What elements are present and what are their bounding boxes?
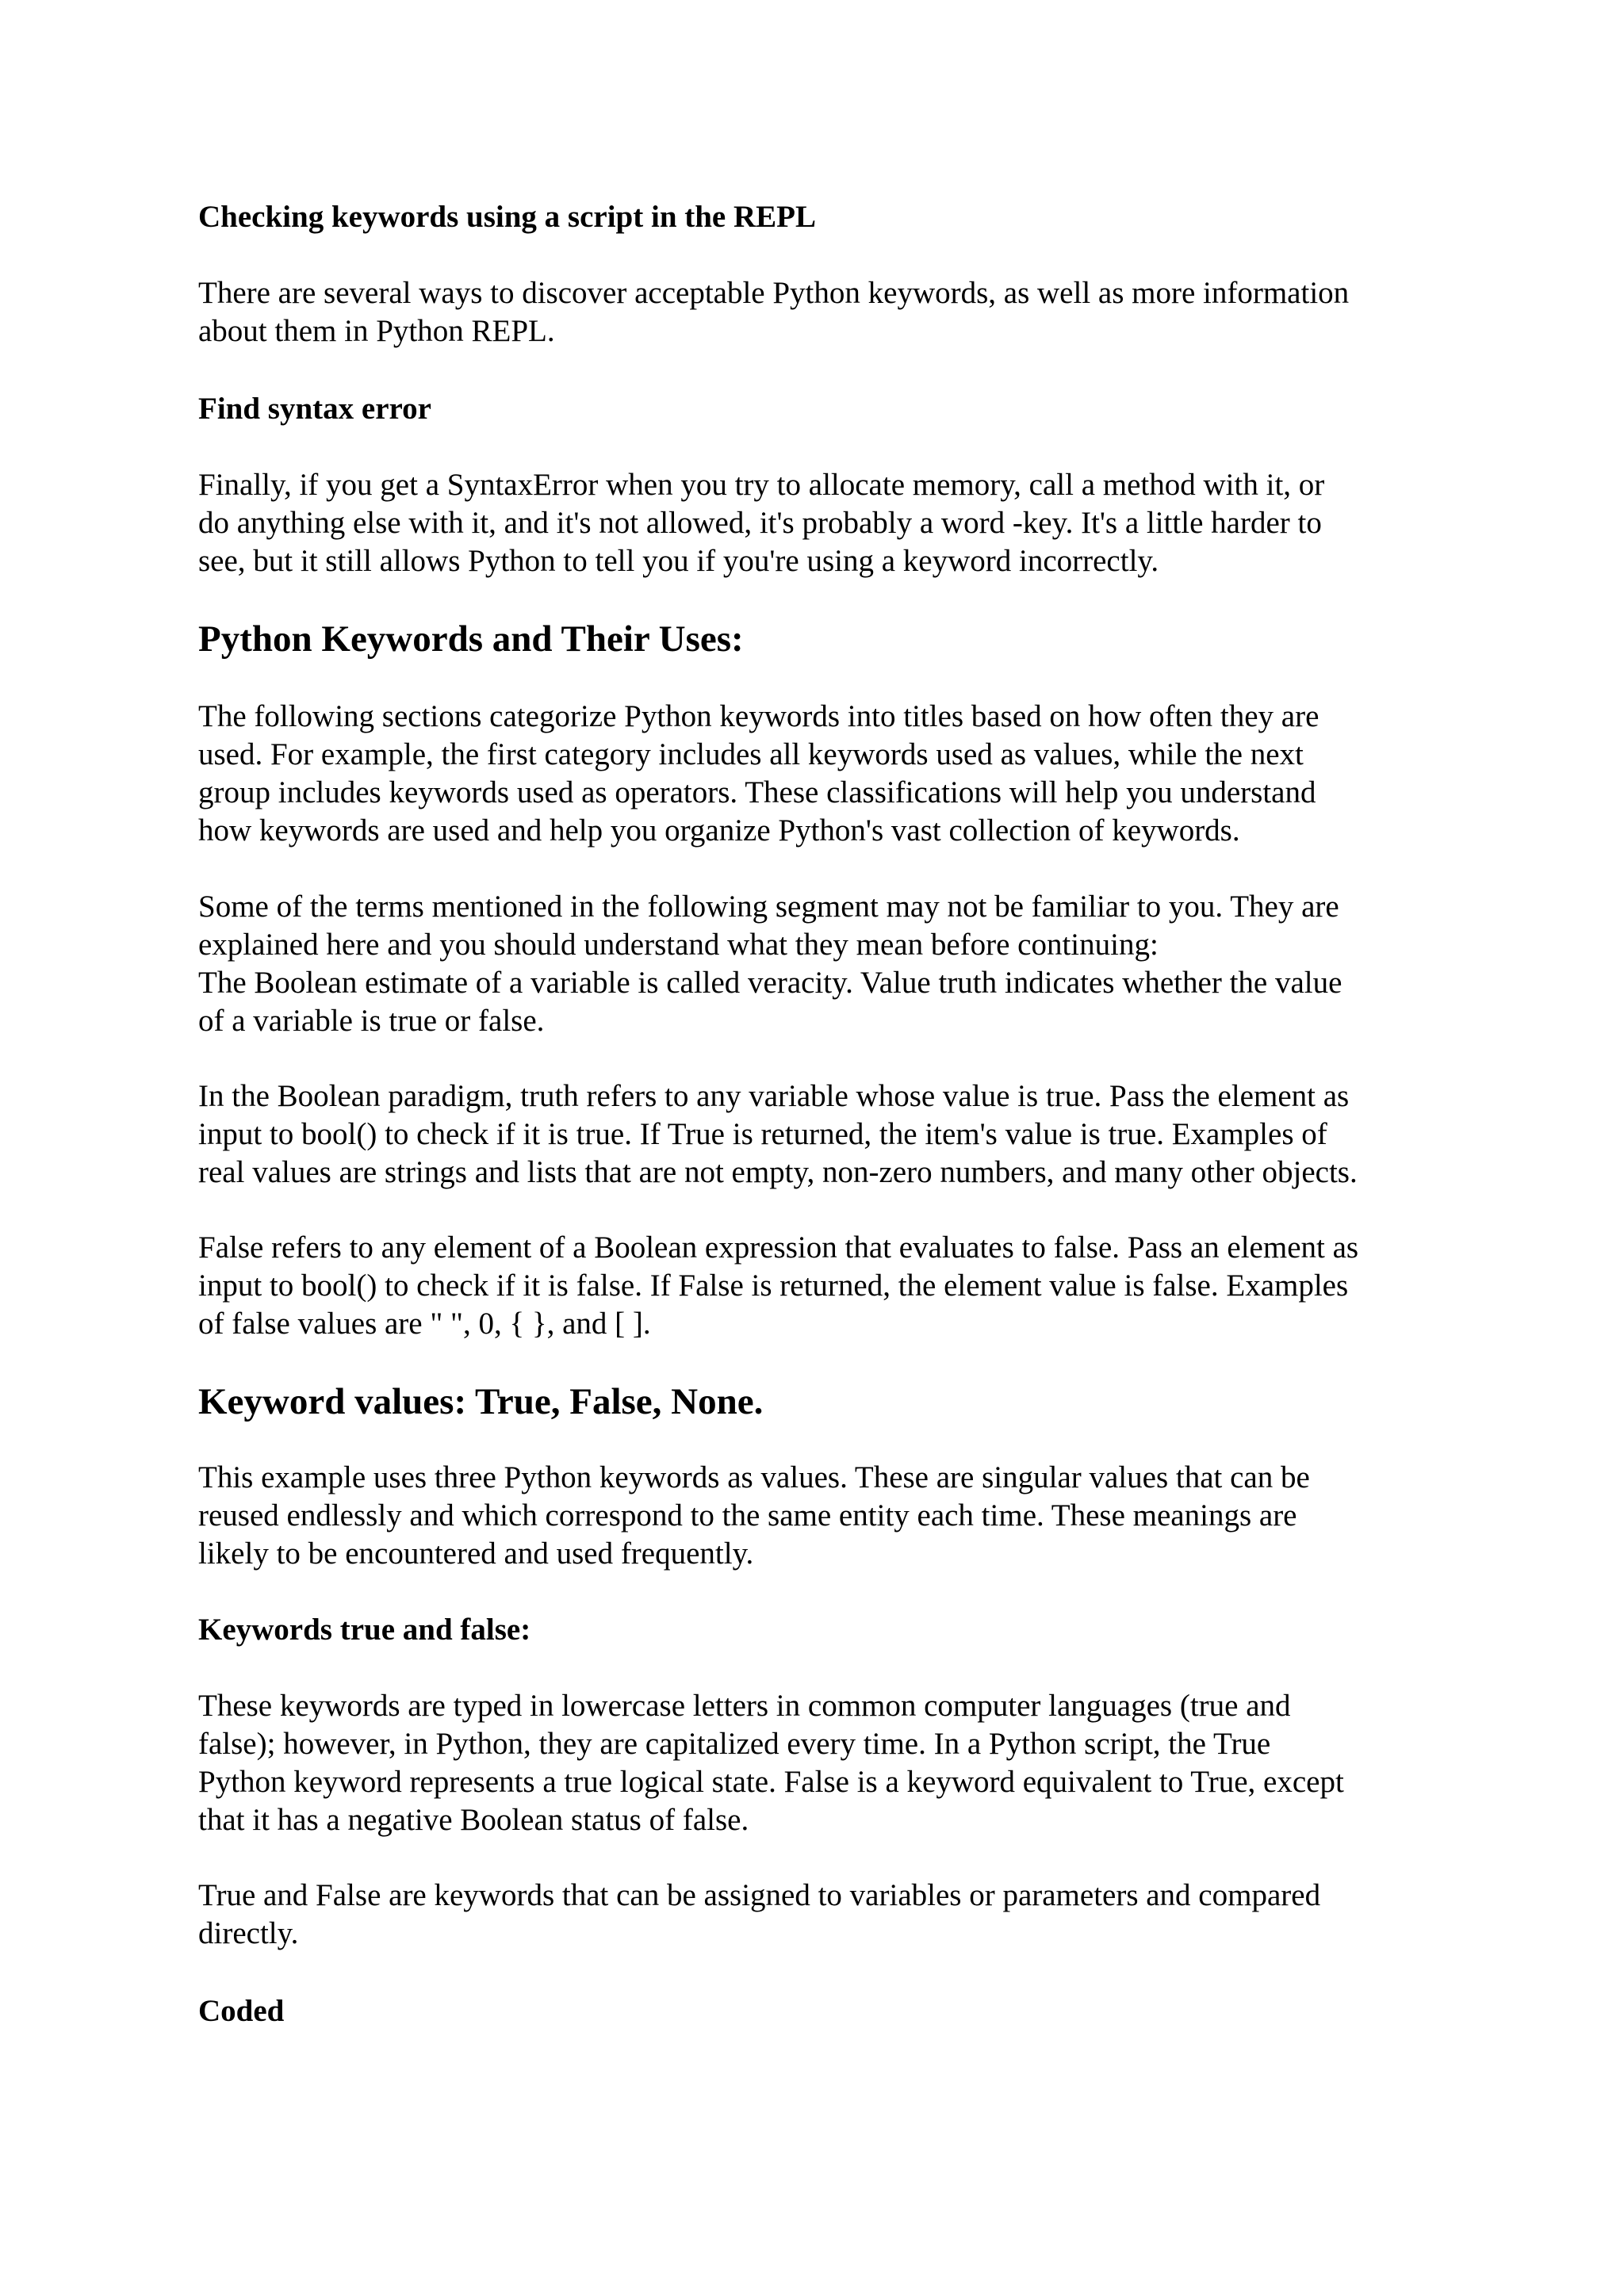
paragraph-line: input to bool() to check if it is false. If False is returned, the element value is false. Examples: [198, 1269, 1349, 1303]
paragraph-line: real values are strings and lists that are not empty, non-zero numbers, and many other objects.: [198, 1155, 1358, 1189]
paragraph-repl-intro: [198, 274, 1451, 350]
section-heading-coded: Coded: [198, 1994, 285, 2028]
section-heading-keywords-and-uses: Python Keywords and Their Uses:: [198, 618, 744, 660]
section-heading-checking-keywords: Checking keywords using a script in the REPL: [198, 200, 817, 234]
paragraph-line: likely to be encountered and used frequently.: [198, 1536, 754, 1571]
paragraph-keyword-values: [198, 1459, 1451, 1573]
paragraph-line: used. For example, the first category includes all keywords used as values, while the next: [198, 737, 1304, 771]
paragraph-line: group includes keywords used as operators. These classifications will help you understand: [198, 775, 1316, 809]
paragraph-syntax-error: [198, 466, 1451, 580]
paragraph-line: The Boolean estimate of a variable is called veracity. Value truth indicates whether the value: [198, 966, 1342, 1000]
paragraph-line: of false values are " ", 0, { }, and [ ].: [198, 1307, 651, 1341]
paragraph-line: There are several ways to discover acceptable Python keywords, as well as more information: [198, 276, 1350, 310]
paragraph-line: True and False are keywords that can be assigned to variables or parameters and compared: [198, 1878, 1321, 1912]
paragraph-categories: [198, 698, 1451, 850]
paragraph-assign: [198, 1877, 1451, 1953]
paragraph-line: see, but it still allows Python to tell you if you're using a keyword incorrectly.: [198, 544, 1159, 578]
paragraph-line: input to bool() to check if it is true. If True is returned, the item's value is true. Examples of: [198, 1117, 1327, 1151]
paragraph-line: about them in Python REPL.: [198, 314, 555, 348]
paragraph-line: that it has a negative Boolean status of false.: [198, 1803, 749, 1837]
paragraph-line: Finally, if you get a SyntaxError when you try to allocate memory, call a method with it, or: [198, 468, 1325, 502]
paragraph-lowercase: [198, 1687, 1451, 1839]
paragraph-line: These keywords are typed in lowercase letters in common computer languages (true and: [198, 1689, 1291, 1723]
section-heading-keyword-values: Keyword values: True, False, None.: [198, 1381, 764, 1422]
paragraph-line: explained here and you should understand what they mean before continuing:: [198, 928, 1159, 962]
paragraph-line: In the Boolean paradigm, truth refers to any variable whose value is true. Pass the element as: [198, 1079, 1350, 1113]
paragraph-line: false); however, in Python, they are capitalized every time. In a Python script, the True: [198, 1727, 1271, 1761]
paragraph-line: reused endlessly and which correspond to the same entity each time. These meanings are: [198, 1498, 1297, 1533]
section-heading-true-false: Keywords true and false:: [198, 1613, 531, 1647]
paragraph-truth: [198, 1077, 1451, 1192]
paragraph-line: directly.: [198, 1916, 299, 1950]
paragraph-line: of a variable is true or false.: [198, 1004, 545, 1038]
paragraph-terms: [198, 888, 1451, 1040]
paragraph-line: False refers to any element of a Boolean expression that evaluates to false. Pass an element as: [198, 1230, 1359, 1265]
paragraph-line: how keywords are used and help you organize Python's vast collection of keywords.: [198, 813, 1240, 848]
paragraph-line: Python keyword represents a true logical state. False is a keyword equivalent to True, except: [198, 1765, 1344, 1799]
paragraph-line: do anything else with it, and it's not allowed, it's probably a word -key. It's a little harder to: [198, 506, 1322, 540]
paragraph-line: Some of the terms mentioned in the following segment may not be familiar to you. They are: [198, 890, 1339, 924]
paragraph-false: [198, 1229, 1451, 1343]
section-heading-find-syntax-error: Find syntax error: [198, 392, 431, 426]
paragraph-line: The following sections categorize Python keywords into titles based on how often they are: [198, 699, 1320, 733]
paragraph-line: This example uses three Python keywords as values. These are singular values that can be: [198, 1460, 1310, 1494]
